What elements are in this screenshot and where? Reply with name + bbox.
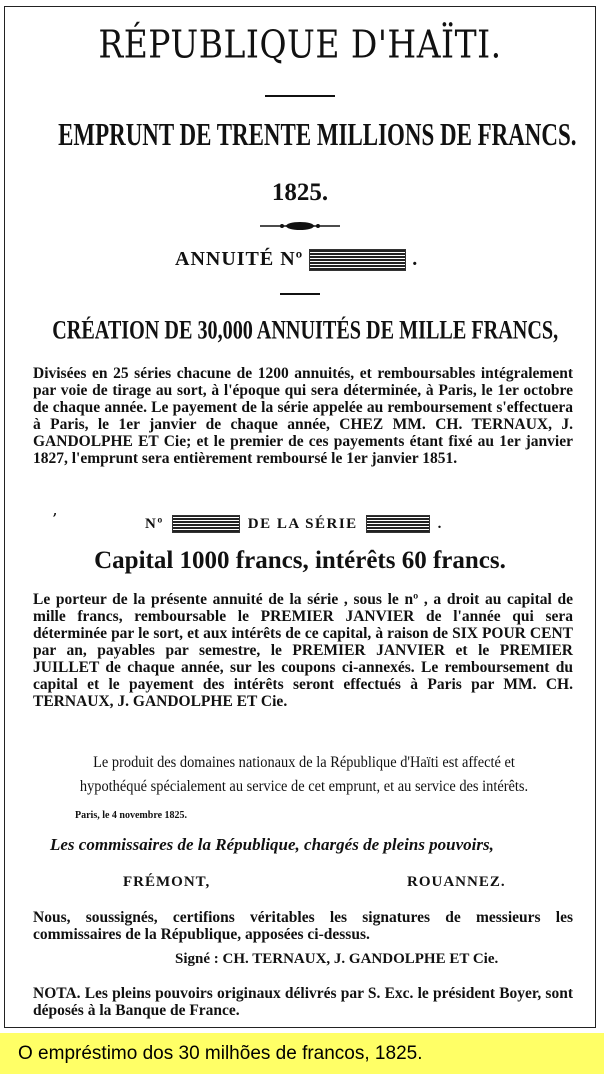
commissioners-line: Les commissaires de la République, chargés de pleins pouvoirs, [50, 835, 494, 854]
caption-text: O empréstimo dos 30 milhões de francos, 1825. [18, 1042, 423, 1064]
domains-paragraph: Le produit des domaines nationaux de la République d'Haïti est affecté et hypothéqué spécialement au service de cet emprunt, et au service des intérêts. [79, 754, 529, 795]
annuity-number-line [175, 248, 418, 271]
certification-paragraph: Nous, soussignés, certifions véritables les signatures de messieurs les commissaires de la République, apposées ci-dessus. [33, 909, 573, 943]
annuity-tail: . [412, 248, 419, 270]
signature-fremont: FRÉMONT, [123, 874, 211, 890]
loan-year: 1825. [271, 179, 329, 206]
ink-mark: , [53, 504, 58, 518]
loan-heading: EMPRUNT DE TRENTE MILLIONS DE FRANCS. [58, 117, 577, 154]
number-label: Nº [145, 515, 164, 532]
number-series-line [145, 515, 443, 533]
caption-bar [0, 1033, 604, 1074]
series-label: DE LA SÉRIE [247, 515, 358, 532]
redacted-number [309, 249, 406, 271]
divider-rule [265, 95, 335, 97]
bond-document [4, 6, 596, 1028]
ornament-divider [260, 220, 340, 232]
terms-paragraph: Divisées en 25 séries chacune de 1200 annuités, et remboursables intégralement par voie de tirage au sort, à l'époque qui sera déterminée, à Paris, le 1er octobre de chaque année. Le payement de la série appelée au remboursement s'effectuera à Paris, le 1er janvier de chaque année, CHEZ MM. CH. TERNAUX, J. GANDOLPHE ET Cie; et le premier de ces payements étant fixé au 1er janvier 1827, l'emprunt sera entièrement remboursé le 1er janvier 1851. [33, 365, 573, 467]
creation-heading: CRÉATION DE 30,000 ANNUITÉS DE MILLE FRANCS, [52, 316, 559, 346]
redacted-number-field [172, 515, 240, 533]
signed-line: Signé : CH. TERNAUX, J. GANDOLPHE ET Cie. [175, 951, 499, 967]
redacted-series-field [366, 515, 430, 533]
annuity-label: ANNUITÉ Nº [175, 248, 304, 270]
divider-rule-small [280, 293, 320, 295]
dateline: Paris, le 4 novembre 1825. [75, 810, 188, 821]
signature-rouannez: ROUANNEZ. [407, 874, 506, 890]
nota-paragraph: NOTA. Les pleins pouvoirs originaux délivrés par S. Exc. le président Boyer, sont déposés à la Banque de France. [33, 985, 573, 1019]
document-title: RÉPUBLIQUE D'HAÏTI. [98, 22, 502, 67]
bearer-paragraph: Le porteur de la présente annuité de la série , sous le nº , a droit au capital de mille francs, remboursable le PREMIER JANVIER de l'année qui sera déterminée par le sort, et aux intérêts de ce capital, à raison de SIX POUR CENT par an, payables par semestre, le PREMIER JANVIER et le PREMIER JUILLET de chaque année, sur les coupons ci-annexés. Le remboursement du capital et le payement des intérêts seront effectués à Paris par MM. CH. TERNAUX, J. GANDOLPHE ET Cie. [33, 591, 573, 710]
series-tail: . [437, 515, 443, 532]
capital-line: Capital 1000 francs, intérêts 60 francs. [94, 547, 506, 574]
